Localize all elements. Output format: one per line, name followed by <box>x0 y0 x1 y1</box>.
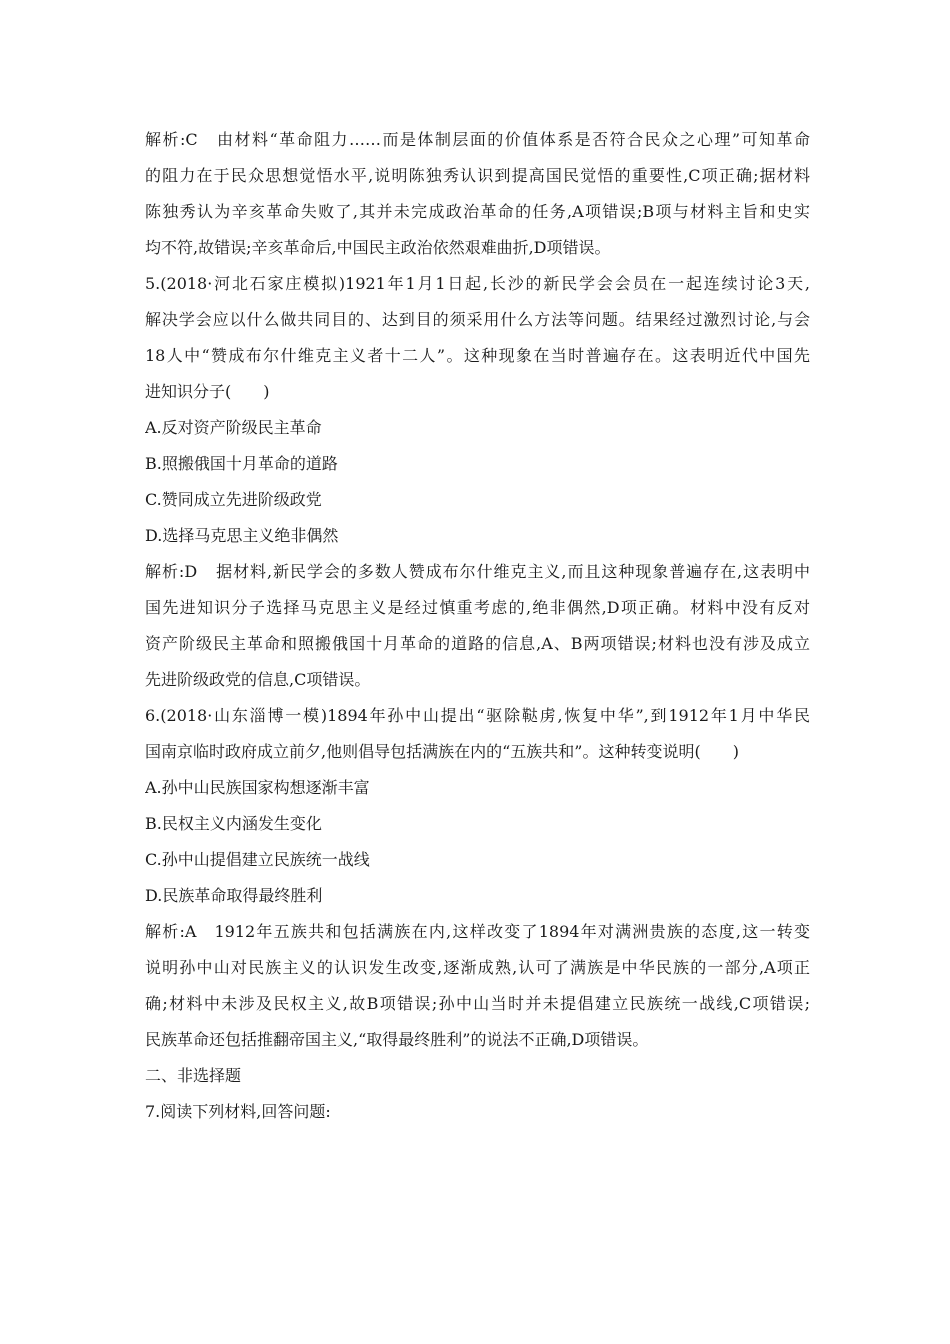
q5-option-c: C.赞同成立先进阶级政党 <box>145 490 322 509</box>
q6-option-b: B.民权主义内涵发生变化 <box>145 814 322 833</box>
q5-option-d: D.选择马克思主义绝非偶然 <box>145 526 339 545</box>
q5-option-b: B.照搬俄国十月革命的道路 <box>145 454 338 473</box>
q6-option-c: C.孙中山提倡建立民族统一战线 <box>145 850 370 869</box>
page-content <box>145 122 810 1130</box>
q6-option-a: A.孙中山民族国家构想逐渐丰富 <box>145 778 370 797</box>
q6-analysis-line-3: 确;材料中未涉及民权主义,故B项错误;孙中山当时并未提倡建立民族统一战线,C项错误; <box>145 994 810 1013</box>
q5-stem-line-4: 进知识分子( ) <box>145 382 270 401</box>
q5-stem-line-3: 18人中“赞成布尔什维克主义者十二人”。这种现象在当时普遍存在。这表明近代中国先 <box>145 346 810 365</box>
q6-stem-line-2: 国南京临时政府成立前夕,他则倡导包括满族在内的“五族共和”。这种转变说明( ) <box>145 742 739 761</box>
q5-analysis-text: 据材料,新民学会的多数人赞成布尔什维克主义,而且这种现象普遍存在,这表明中 <box>215 562 810 581</box>
q7-stem: 7.阅读下列材料,回答问题: <box>145 1102 331 1121</box>
q5-analysis-line-1 <box>145 554 810 590</box>
q5-stem-line-2: 解决学会应以什么做共同目的、达到目的须采用什么方法等问题。结果经过激烈讨论,与会 <box>145 310 810 329</box>
section-heading: 二、非选择题 <box>145 1066 242 1085</box>
q6-analysis-line-1 <box>145 914 810 950</box>
q6-stem-line-1: 6.(2018·山东淄博一模)1894年孙中山提出“驱除鞑虏,恢复中华”,到1912年1月中华民 <box>145 706 810 725</box>
q6-option-d: D.民族革命取得最终胜利 <box>145 886 323 905</box>
q5-analysis-line-4: 先进阶级政党的信息,C项错误。 <box>145 670 371 689</box>
q4-analysis-label: 解析:C <box>145 130 198 149</box>
q4-analysis-line-4: 均不符,故错误;辛亥革命后,中国民主政治依然艰难曲折,D项错误。 <box>145 238 611 257</box>
q4-analysis-line-3: 陈独秀认为辛亥革命失败了,其并未完成政治革命的任务,A项错误;B项与材料主旨和史实 <box>145 202 810 221</box>
q5-analysis-line-3: 资产阶级民主革命和照搬俄国十月革命的道路的信息,A、B两项错误;材料也没有涉及成立 <box>145 634 810 653</box>
q6-analysis-line-4: 民族革命还包括推翻帝国主义,“取得最终胜利”的说法不正确,D项错误。 <box>145 1030 649 1049</box>
q5-analysis-line-2: 国先进知识分子选择马克思主义是经过慎重考虑的,绝非偶然,D项正确。材料中没有反对 <box>145 598 810 617</box>
q5-analysis-label: 解析:D <box>145 562 198 581</box>
q6-analysis-label: 解析:A <box>145 922 197 941</box>
q4-analysis-line-1 <box>145 122 810 158</box>
q6-analysis-text: 1912年五族共和包括满族在内,这样改变了1894年对满洲贵族的态度,这一转变 <box>214 922 810 941</box>
q5-option-a: A.反对资产阶级民主革命 <box>145 418 322 437</box>
q6-analysis-line-2: 说明孙中山对民族主义的认识发生改变,逐渐成熟,认可了满族是中华民族的一部分,A项正 <box>145 958 810 977</box>
q5-stem-line-1: 5.(2018·河北石家庄模拟)1921年1月1日起,长沙的新民学会会员在一起连续讨论3天, <box>145 274 810 293</box>
q4-analysis-text: 由材料“革命阻力……而是体制层面的价值体系是否符合民众之心理”可知革命 <box>215 130 810 149</box>
q4-analysis-line-2: 的阻力在于民众思想觉悟水平,说明陈独秀认识到提高国民觉悟的重要性,C项正确;据材料 <box>145 166 810 185</box>
